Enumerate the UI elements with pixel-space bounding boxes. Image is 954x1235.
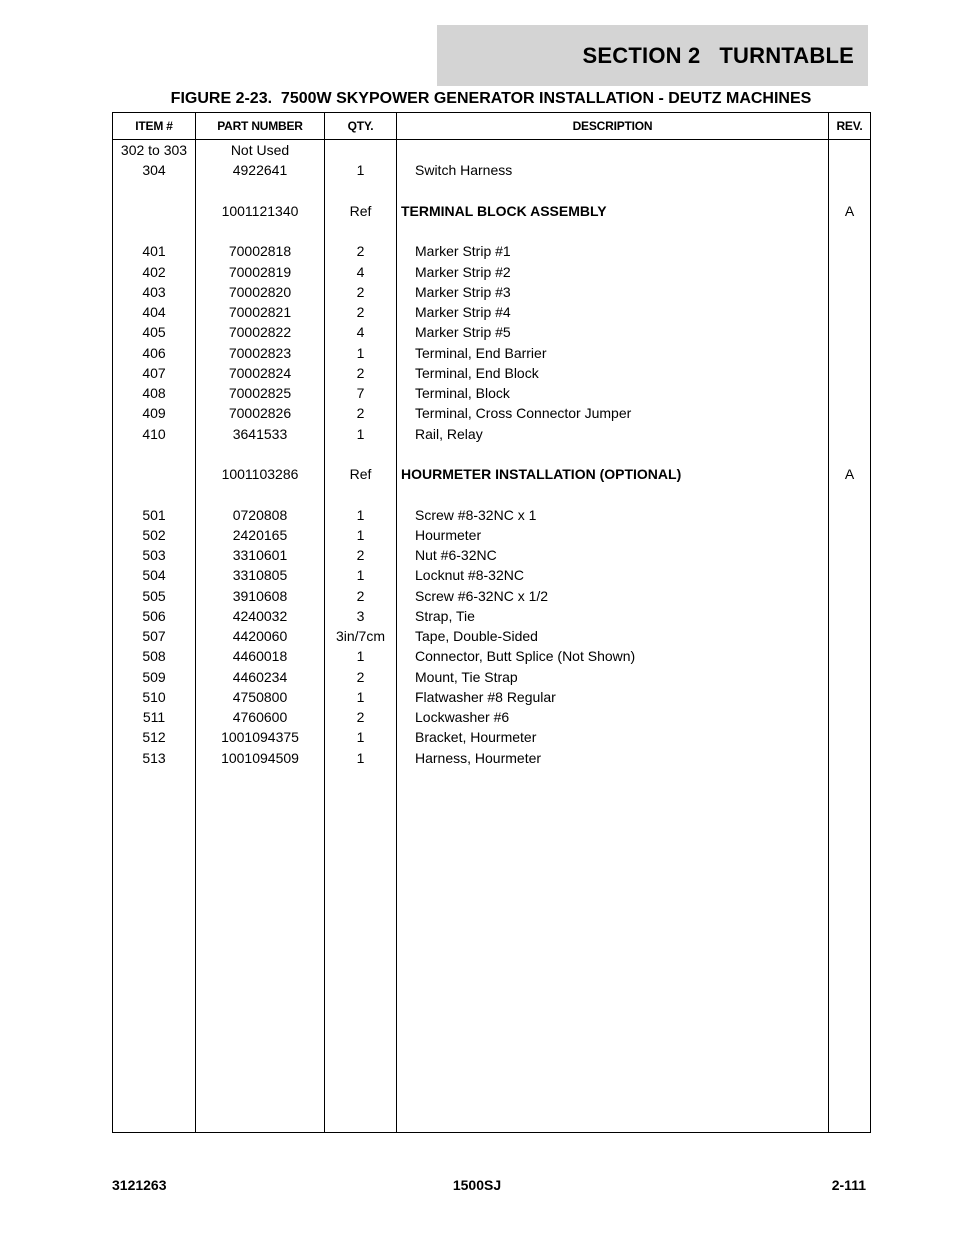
item-cell: 511 <box>113 707 196 727</box>
rev-cell <box>829 727 871 747</box>
qty-cell: 3 <box>325 606 397 626</box>
qty-cell: Ref <box>325 464 397 484</box>
description-cell: Screw #6-32NC x 1/2 <box>397 586 829 606</box>
rev-cell <box>829 363 871 383</box>
footer-page-number: 2-111 <box>831 1177 866 1193</box>
spacer-row <box>113 444 871 464</box>
assembly-row <box>113 201 871 221</box>
spacer-row <box>113 484 871 504</box>
part-number-cell: 2420165 <box>196 525 325 545</box>
description-cell: Marker Strip #3 <box>397 282 829 302</box>
item-cell: 510 <box>113 687 196 707</box>
description-cell: Hourmeter <box>397 525 829 545</box>
rev-cell <box>829 403 871 423</box>
item-cell: 502 <box>113 525 196 545</box>
rev-cell <box>829 383 871 403</box>
table-row <box>113 363 871 383</box>
part-number-cell: 1001121340 <box>196 201 325 221</box>
section-banner <box>437 25 868 86</box>
header-part-number: PART NUMBER <box>196 113 325 140</box>
item-cell: 403 <box>113 282 196 302</box>
rev-cell <box>829 140 871 161</box>
rev-cell <box>829 707 871 727</box>
rev-cell <box>829 626 871 646</box>
rev-cell <box>829 282 871 302</box>
description-cell: Marker Strip #2 <box>397 262 829 282</box>
spacer-row <box>113 181 871 201</box>
header-description: DESCRIPTION <box>397 113 829 140</box>
table-row <box>113 302 871 322</box>
description-cell: Marker Strip #4 <box>397 302 829 322</box>
rev-cell <box>829 322 871 342</box>
part-number-cell: 70002826 <box>196 403 325 423</box>
qty-cell: 2 <box>325 667 397 687</box>
rev-cell <box>829 646 871 666</box>
description-cell: Bracket, Hourmeter <box>397 727 829 747</box>
item-cell: 407 <box>113 363 196 383</box>
rev-cell <box>829 160 871 180</box>
description-cell: Terminal, Cross Connector Jumper <box>397 403 829 423</box>
part-number-cell: 70002824 <box>196 363 325 383</box>
rev-cell <box>829 262 871 282</box>
description-cell: HOURMETER INSTALLATION (OPTIONAL) <box>397 464 829 484</box>
description-cell: Nut #6-32NC <box>397 545 829 565</box>
item-cell <box>113 201 196 221</box>
table-header-row <box>113 113 871 140</box>
table-row <box>113 748 871 768</box>
part-number-cell: 4922641 <box>196 160 325 180</box>
description-cell: Mount, Tie Strap <box>397 667 829 687</box>
rev-cell <box>829 302 871 322</box>
table-row <box>113 606 871 626</box>
description-cell: Marker Strip #5 <box>397 322 829 342</box>
rev-cell: A <box>829 201 871 221</box>
item-cell: 410 <box>113 424 196 444</box>
qty-cell: 1 <box>325 565 397 585</box>
item-cell: 513 <box>113 748 196 768</box>
item-cell <box>113 464 196 484</box>
part-number-cell: 4420060 <box>196 626 325 646</box>
table-row <box>113 424 871 444</box>
table-body <box>113 140 871 1133</box>
table-row <box>113 727 871 747</box>
qty-cell: 2 <box>325 282 397 302</box>
table-row <box>113 241 871 261</box>
qty-cell: 1 <box>325 646 397 666</box>
header-qty: QTY. <box>325 113 397 140</box>
rev-cell <box>829 505 871 525</box>
description-cell: Connector, Butt Splice (Not Shown) <box>397 646 829 666</box>
item-cell: 509 <box>113 667 196 687</box>
rev-cell <box>829 525 871 545</box>
part-number-cell: 70002825 <box>196 383 325 403</box>
description-cell: Locknut #8-32NC <box>397 565 829 585</box>
table-row <box>113 565 871 585</box>
part-number-cell: 3641533 <box>196 424 325 444</box>
footer-doc-number: 3121263 <box>112 1177 167 1193</box>
rev-cell <box>829 606 871 626</box>
qty-cell: 1 <box>325 424 397 444</box>
description-cell: Rail, Relay <box>397 424 829 444</box>
qty-cell: 2 <box>325 363 397 383</box>
rev-cell <box>829 241 871 261</box>
rev-cell <box>829 343 871 363</box>
rev-cell <box>829 424 871 444</box>
footer-model: 1500SJ <box>452 1177 502 1193</box>
description-cell: Harness, Hourmeter <box>397 748 829 768</box>
assembly-row <box>113 464 871 484</box>
table-row <box>113 545 871 565</box>
item-cell: 302 to 303 <box>113 140 196 161</box>
figure-title: FIGURE 2-23. 7500W SKYPOWER GENERATOR INSTALLATION - DEUTZ MACHINES <box>170 90 812 107</box>
section-title: SECTION 2 TURNTABLE <box>582 42 854 68</box>
part-number-cell: 3310601 <box>196 545 325 565</box>
qty-cell: Ref <box>325 201 397 221</box>
part-number-cell: 0720808 <box>196 505 325 525</box>
spacer-row <box>113 221 871 241</box>
description-cell: Marker Strip #1 <box>397 241 829 261</box>
table-row <box>113 262 871 282</box>
qty-cell: 1 <box>325 505 397 525</box>
table-row <box>113 140 871 161</box>
rev-cell <box>829 748 871 768</box>
item-cell: 504 <box>113 565 196 585</box>
qty-cell: 7 <box>325 383 397 403</box>
table-row <box>113 525 871 545</box>
qty-cell: 2 <box>325 302 397 322</box>
table-row <box>113 687 871 707</box>
item-cell: 507 <box>113 626 196 646</box>
rev-cell <box>829 545 871 565</box>
rev-cell <box>829 667 871 687</box>
qty-cell: 1 <box>325 727 397 747</box>
description-cell: Screw #8-32NC x 1 <box>397 505 829 525</box>
table-row <box>113 383 871 403</box>
qty-cell: 1 <box>325 748 397 768</box>
part-number-cell: 4460234 <box>196 667 325 687</box>
part-number-cell: 1001103286 <box>196 464 325 484</box>
qty-cell: 4 <box>325 262 397 282</box>
qty-cell: 1 <box>325 687 397 707</box>
table-row <box>113 322 871 342</box>
header-rev: REV. <box>829 113 871 140</box>
table-row <box>113 505 871 525</box>
part-number-cell: 4750800 <box>196 687 325 707</box>
qty-cell <box>325 140 397 161</box>
description-cell: Tape, Double-Sided <box>397 626 829 646</box>
table-row <box>113 282 871 302</box>
filler-row <box>113 768 871 1133</box>
part-number-cell: Not Used <box>196 140 325 161</box>
part-number-cell: 1001094509 <box>196 748 325 768</box>
item-cell: 402 <box>113 262 196 282</box>
item-cell: 503 <box>113 545 196 565</box>
item-cell: 501 <box>113 505 196 525</box>
part-number-cell: 4240032 <box>196 606 325 626</box>
part-number-cell: 70002819 <box>196 262 325 282</box>
parts-table <box>112 112 871 1133</box>
item-cell: 409 <box>113 403 196 423</box>
part-number-cell: 4460018 <box>196 646 325 666</box>
header-item: ITEM # <box>113 113 196 140</box>
description-cell: Terminal, End Block <box>397 363 829 383</box>
qty-cell: 3in/7cm <box>325 626 397 646</box>
description-cell: Strap, Tie <box>397 606 829 626</box>
part-number-cell: 70002821 <box>196 302 325 322</box>
item-cell: 406 <box>113 343 196 363</box>
item-cell: 304 <box>113 160 196 180</box>
rev-cell <box>829 565 871 585</box>
table-row <box>113 403 871 423</box>
description-cell: Terminal, Block <box>397 383 829 403</box>
part-number-cell: 70002822 <box>196 322 325 342</box>
table-row <box>113 646 871 666</box>
qty-cell: 1 <box>325 160 397 180</box>
description-cell: Flatwasher #8 Regular <box>397 687 829 707</box>
qty-cell: 2 <box>325 586 397 606</box>
part-number-cell: 70002820 <box>196 282 325 302</box>
qty-cell: 1 <box>325 343 397 363</box>
description-cell: Lockwasher #6 <box>397 707 829 727</box>
qty-cell: 1 <box>325 525 397 545</box>
item-cell: 508 <box>113 646 196 666</box>
qty-cell: 2 <box>325 545 397 565</box>
table-row <box>113 707 871 727</box>
qty-cell: 2 <box>325 707 397 727</box>
item-cell: 401 <box>113 241 196 261</box>
qty-cell: 4 <box>325 322 397 342</box>
rev-cell <box>829 586 871 606</box>
qty-cell: 2 <box>325 403 397 423</box>
description-cell: TERMINAL BLOCK ASSEMBLY <box>397 201 829 221</box>
item-cell: 405 <box>113 322 196 342</box>
table-row <box>113 343 871 363</box>
table-row <box>113 626 871 646</box>
table-row <box>113 160 871 180</box>
item-cell: 506 <box>113 606 196 626</box>
part-number-cell: 70002823 <box>196 343 325 363</box>
rev-cell: A <box>829 464 871 484</box>
description-cell: Terminal, End Barrier <box>397 343 829 363</box>
qty-cell: 2 <box>325 241 397 261</box>
part-number-cell: 70002818 <box>196 241 325 261</box>
part-number-cell: 3910608 <box>196 586 325 606</box>
description-cell: Switch Harness <box>397 160 829 180</box>
item-cell: 512 <box>113 727 196 747</box>
item-cell: 404 <box>113 302 196 322</box>
part-number-cell: 4760600 <box>196 707 325 727</box>
table-row <box>113 667 871 687</box>
part-number-cell: 3310805 <box>196 565 325 585</box>
rev-cell <box>829 687 871 707</box>
item-cell: 505 <box>113 586 196 606</box>
part-number-cell: 1001094375 <box>196 727 325 747</box>
item-cell: 408 <box>113 383 196 403</box>
table-row <box>113 586 871 606</box>
description-cell <box>397 140 829 161</box>
